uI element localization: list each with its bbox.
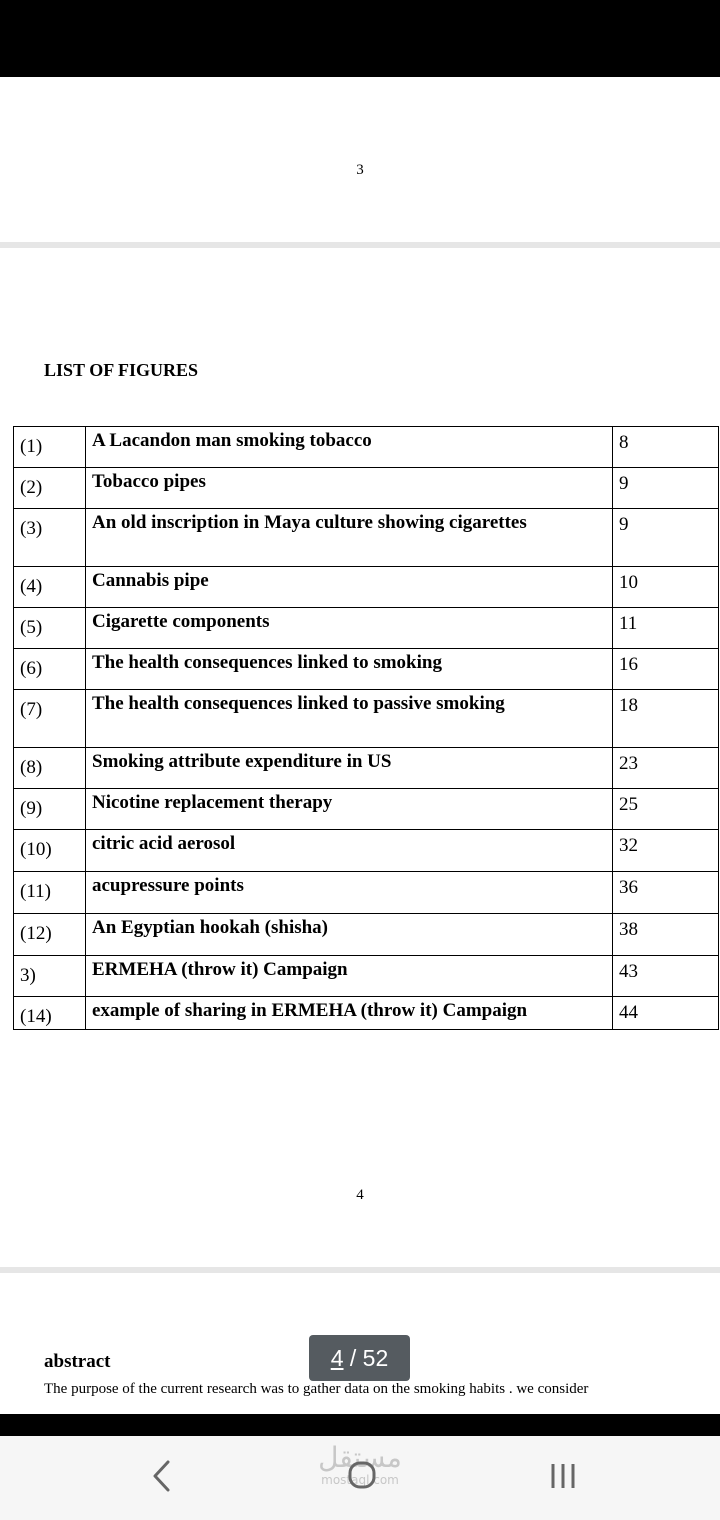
- figure-page: 23: [613, 748, 719, 789]
- figure-number: (1): [14, 427, 86, 468]
- figure-number: 3): [14, 956, 86, 997]
- figure-number: (4): [14, 567, 86, 608]
- table-row: [14, 509, 719, 567]
- figure-number: (8): [14, 748, 86, 789]
- table-row: [14, 956, 719, 997]
- figure-number: (3): [14, 509, 86, 567]
- figure-title: Cannabis pipe: [86, 567, 613, 608]
- abstract-heading: abstract: [44, 1351, 111, 1372]
- figure-page: 11: [613, 608, 719, 649]
- watermark-arabic: مستقل: [318, 1441, 402, 1474]
- figure-page: 16: [613, 649, 719, 690]
- page-number: 3: [356, 162, 364, 178]
- table-row: [14, 427, 719, 468]
- figure-title: Nicotine replacement therapy: [86, 789, 613, 830]
- page-number: 4: [356, 1187, 364, 1203]
- recents-bars-icon[interactable]: [548, 1462, 578, 1490]
- figure-number: (12): [14, 914, 86, 956]
- figure-title: A Lacandon man smoking tobacco: [86, 427, 613, 468]
- home-circle-icon[interactable]: [347, 1460, 377, 1490]
- section-title: LIST OF FIGURES: [44, 360, 199, 380]
- figure-page: 43: [613, 956, 719, 997]
- figure-number: (5): [14, 608, 86, 649]
- figure-title: Smoking attribute expenditure in US: [86, 748, 613, 789]
- page-divider: [0, 1267, 720, 1273]
- status-bar: [0, 0, 720, 77]
- table-row: [14, 789, 719, 830]
- table-row: [14, 914, 719, 956]
- abstract-text: The purpose of the current research was to gather data on the smoking habits . we consider: [44, 1381, 589, 1397]
- chevron-left-icon[interactable]: [150, 1458, 174, 1494]
- figure-title: An Egyptian hookah (shisha): [86, 914, 613, 956]
- figure-page: 44: [613, 997, 719, 1030]
- page-indicator[interactable]: [309, 1335, 410, 1381]
- figure-number: (2): [14, 468, 86, 509]
- figure-number: (14): [14, 997, 86, 1030]
- figure-page: 8: [613, 427, 719, 468]
- figure-title: An old inscription in Maya culture showing cigarettes: [86, 509, 613, 567]
- table-row: [14, 608, 719, 649]
- figure-page: 18: [613, 690, 719, 748]
- figure-title: acupressure points: [86, 872, 613, 914]
- figure-title: ERMEHA (throw it) Campaign: [86, 956, 613, 997]
- figure-page: 36: [613, 872, 719, 914]
- figure-page: 32: [613, 830, 719, 872]
- page-divider: [0, 242, 720, 248]
- figure-title: The health consequences linked to passive smoking: [86, 690, 613, 748]
- table-row: [14, 649, 719, 690]
- watermark-latin: mostaql.com: [321, 1473, 399, 1487]
- figure-title: citric acid aerosol: [86, 830, 613, 872]
- figure-number: (7): [14, 690, 86, 748]
- figure-page: 25: [613, 789, 719, 830]
- figure-page: 9: [613, 509, 719, 567]
- figure-number: (6): [14, 649, 86, 690]
- figure-page: 10: [613, 567, 719, 608]
- figure-page: 9: [613, 468, 719, 509]
- table-row: [14, 567, 719, 608]
- table-row: [14, 872, 719, 914]
- figures-table: [13, 426, 719, 1030]
- bottom-strip: [0, 1414, 720, 1436]
- figure-title: Tobacco pipes: [86, 468, 613, 509]
- figure-title: The health consequences linked to smoking: [86, 649, 613, 690]
- table-row: [14, 690, 719, 748]
- total-pages: / 52: [349, 1345, 389, 1371]
- figure-title: Cigarette components: [86, 608, 613, 649]
- table-row: [14, 830, 719, 872]
- figure-page: 38: [613, 914, 719, 956]
- table-row: [14, 468, 719, 509]
- figure-number: (9): [14, 789, 86, 830]
- table-row: [14, 997, 719, 1030]
- figure-number: (10): [14, 830, 86, 872]
- figure-title: example of sharing in ERMEHA (throw it) Campaign: [86, 997, 613, 1030]
- current-page: 4: [330, 1345, 344, 1371]
- figure-number: (11): [14, 872, 86, 914]
- table-row: [14, 748, 719, 789]
